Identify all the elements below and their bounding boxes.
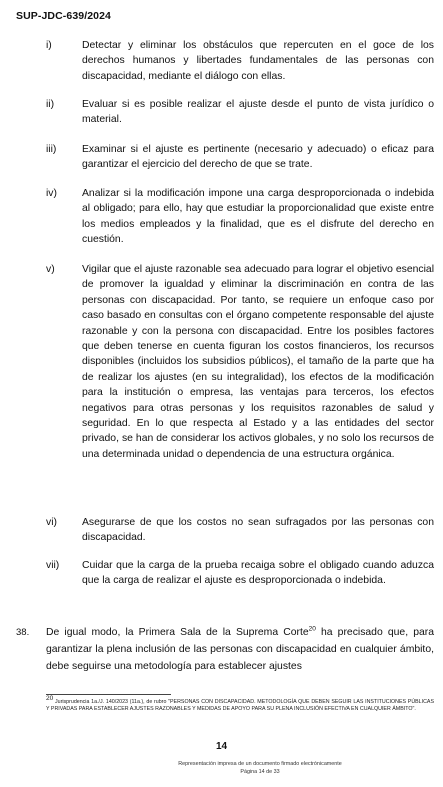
list-item-text: Vigilar que el ajuste razonable sea adecuado para lograr el objetivo esencial de promover la igualdad y eliminar la discriminación en contra de las personas con discapacidad. Por tanto, se requiere un enfoque caso por caso basado en consultas con el órgano competente responsable del ajuste razonable y con la persona con discapacidad. Entre los posibles factores que deben tenerse en cuenta figuran los costos financieros, los recursos disponibles (incluidos los subsidios públicos), el tamaño de la parte que ha de realizar los ajustes (en su integralidad), los efectos de la modificación para la institución o empresa, las ventajas para terceros, los efectos negativos para otras personas y los requisitos razonables de salud y seguridad. En lo que respecta al Estado y a las entidades del sector privado, se han de considerar los activos globales, y no solo los recursos de una determinada unidad o dependencia de una estructura orgánica.	[82, 264, 434, 460]
signature-notice-line: Representación impresa de un documento firmado electrónicamente	[178, 761, 342, 767]
list-item-text: Detectar y eliminar los obstáculos que repercuten en el goce de los derechos humanos y libertades fundamentales de las personas con discapacidad, mediante el diálogo con ellas.	[82, 40, 434, 82]
list-item-iii	[46, 142, 434, 173]
list-item-number: iii)	[46, 144, 57, 155]
list-item-number: i)	[46, 40, 52, 51]
list-item-iv	[46, 186, 434, 248]
list-item-text: Cuidar que la carga de la prueba recaiga sobre el obligado cuando aduzca que la carga de realizar el ajuste es desproporcionada o indebida.	[82, 560, 434, 587]
list-item-text: Examinar si el ajuste es pertinente (necesario y adecuado) o eficaz para garantizar el ejercicio del derecho de que se trate.	[82, 144, 434, 171]
paragraph-38	[16, 624, 434, 675]
list-item-number: v)	[46, 264, 55, 275]
list-item-i	[46, 38, 434, 84]
paragraph-text-after: ha precisado que, para garantizar la plena inclusión de las personas con discapacidad en cualquier ámbito, debe seguirse una metodología para establecer ajustes	[46, 627, 434, 672]
footnote-number: 20	[46, 695, 54, 703]
list-item-text: Analizar si la modificación impone una carga desproporcionada o indebida al obligado; para ello, hay que estudiar la proporcionalidad que existe entre los medios empleados y la finalidad, que es el disfrute del derecho en cuestión.	[82, 188, 434, 246]
paragraph-text-before: De igual modo, la Primera Sala de la Suprema Corte	[46, 627, 309, 638]
case-number-header: SUP-JDC-639/2024	[16, 10, 111, 22]
list-item-v	[46, 262, 434, 462]
footnote-text: Jurisprudencia 1a./J. 140/2023 (11a.), de rubro "PERSONAS CON DISCAPACIDAD. METODOLOGÍA QUE DEBEN SEGUIR LAS INSTITUCIONES PÚBLICAS Y PRIVADAS PARA ESTABLECER AJUSTES RAZONABLES Y MEDIDAS DE APOYO PARA SU PLENA INCLUSIÓN EFECTIVA EN CUALQUIER ÁMBITO".	[46, 699, 434, 713]
list-item-number: vi)	[46, 517, 57, 528]
list-item-text: Asegurarse de que los costos no sean sufragados por las personas con discapacidad.	[82, 517, 434, 544]
footnote-reference[interactable]: 20	[308, 625, 316, 633]
page-number: 14	[215, 741, 228, 752]
list-item-number: vii)	[46, 560, 60, 571]
list-item-number: iv)	[46, 188, 57, 199]
page-count-line: Página 14 de 33	[240, 769, 280, 775]
paragraph-text	[46, 624, 434, 675]
list-item-text: Evaluar si es posible realizar el ajuste desde el punto de vista jurídico o material.	[82, 99, 434, 126]
list-item-ii	[46, 97, 434, 128]
footnote-20	[46, 695, 434, 713]
list-item-vii	[46, 558, 434, 589]
paragraph-number: 38.	[16, 627, 30, 638]
list-item-vi	[46, 515, 434, 546]
list-item-number: ii)	[46, 99, 55, 110]
electronic-signature-notice	[100, 760, 420, 776]
footnote-divider	[46, 694, 171, 695]
